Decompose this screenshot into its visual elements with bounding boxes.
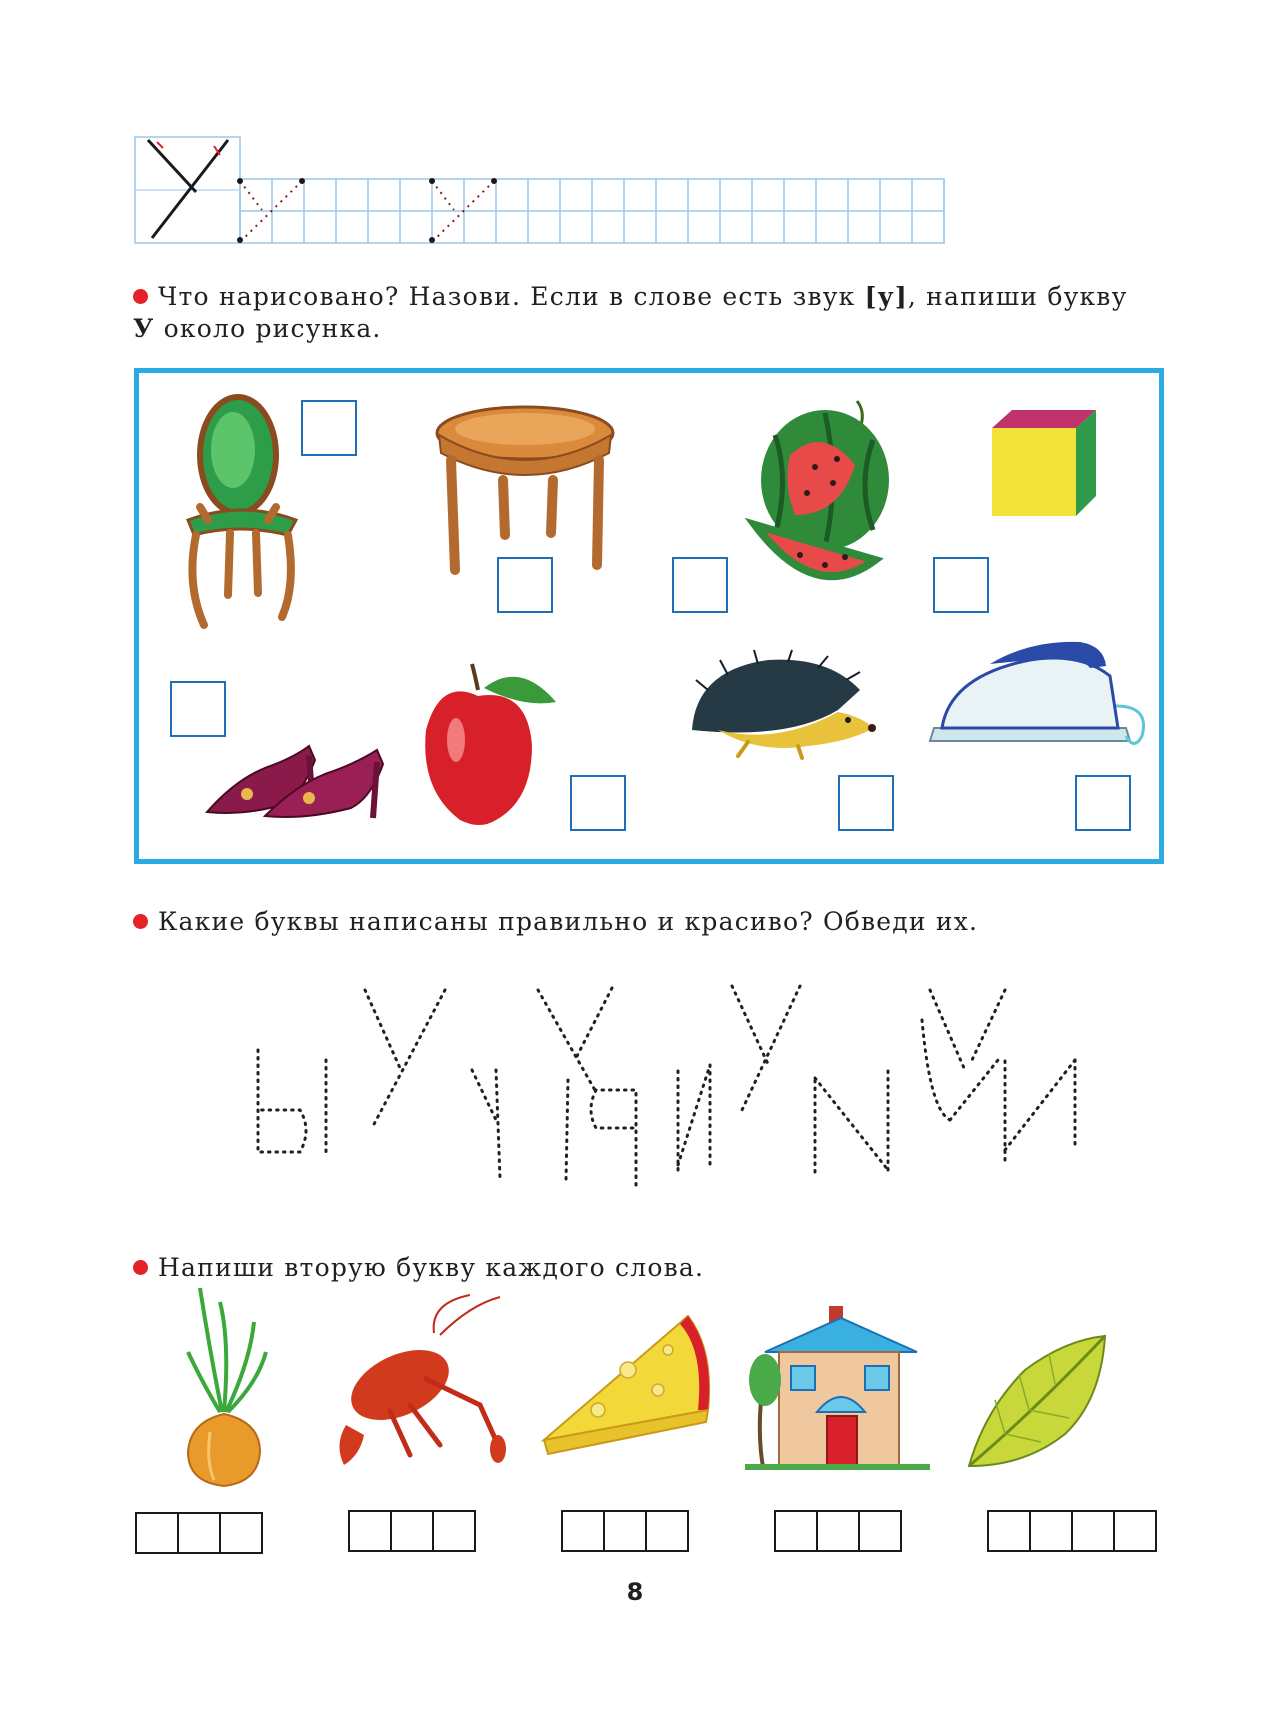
answer-box-apple[interactable] <box>570 775 626 831</box>
letter-cell[interactable] <box>1073 1512 1115 1550</box>
answer-box-iron[interactable] <box>1075 775 1131 831</box>
iron-icon <box>920 636 1145 751</box>
house-icon <box>745 1300 930 1475</box>
letter-cell[interactable] <box>605 1512 647 1550</box>
answer-box-chair[interactable] <box>301 400 357 456</box>
letter-cell[interactable] <box>563 1512 605 1550</box>
dotted-letter-u-inverted <box>472 1070 500 1178</box>
answer-box-watermelon[interactable] <box>672 557 728 613</box>
letter-cell[interactable] <box>989 1512 1031 1550</box>
onion-icon <box>180 1282 270 1492</box>
dotted-letter-u-b <box>538 988 612 1092</box>
dotted-letters-exercise[interactable] <box>0 960 1270 1200</box>
letter-cell[interactable] <box>1031 1512 1073 1550</box>
practice-grid <box>0 0 1270 260</box>
apple-icon <box>420 660 565 835</box>
letter-cells-house[interactable] <box>774 1510 902 1552</box>
letter-cell[interactable] <box>137 1514 179 1552</box>
dotted-letter-i-mirrored <box>815 1070 888 1172</box>
letter-cell[interactable] <box>434 1512 474 1550</box>
cube-icon <box>988 408 1103 518</box>
watermelon-icon <box>745 395 895 605</box>
dotted-letter-u-c <box>732 986 800 1110</box>
task3-instruction: Напиши вторую букву каждого слова. <box>133 1252 1165 1284</box>
dotted-letter-u-d <box>930 990 1005 1068</box>
hedgehog-icon <box>688 650 878 760</box>
leaf-icon <box>965 1330 1115 1470</box>
table-icon <box>433 405 618 580</box>
bullet-icon <box>133 914 148 929</box>
letter-cell[interactable] <box>221 1514 261 1552</box>
answer-box-table[interactable] <box>497 557 553 613</box>
letter-cell[interactable] <box>179 1514 221 1552</box>
chair-icon <box>178 395 308 630</box>
letter-cells-leaf[interactable] <box>987 1510 1157 1552</box>
letter-cell[interactable] <box>818 1512 860 1550</box>
dotted-letter-v-like <box>922 1020 998 1120</box>
letter-cell[interactable] <box>776 1512 818 1550</box>
sample-letter-u <box>148 140 228 238</box>
letter-cell[interactable] <box>1115 1512 1155 1550</box>
task1-instruction: Что нарисовано? Назови. Если в слове есть звук [у], напиши букву У около рисунка. <box>133 282 1128 343</box>
dotted-letter-i-2 <box>1005 1060 1075 1160</box>
dotted-letter-yery-inverted <box>566 1080 636 1185</box>
letter-cells-onion[interactable] <box>135 1512 263 1554</box>
letter-cell[interactable] <box>860 1512 900 1550</box>
letter-cells-crayfish[interactable] <box>348 1510 476 1552</box>
cheese-icon <box>538 1310 713 1470</box>
letter-cells-cheese[interactable] <box>561 1510 689 1552</box>
letter-cell[interactable] <box>350 1512 392 1550</box>
task2-instruction: Какие буквы написаны правильно и красиво? Обведи их. <box>133 906 1165 938</box>
letter-cell[interactable] <box>647 1512 687 1550</box>
page-number: 8 <box>626 1578 644 1606</box>
dotted-letter-u-a <box>365 990 445 1128</box>
shoes-icon <box>205 720 395 820</box>
crayfish-icon <box>330 1295 505 1470</box>
dotted-letter-yery-1 <box>258 1050 326 1155</box>
answer-box-cube[interactable] <box>933 557 989 613</box>
letter-cell[interactable] <box>392 1512 434 1550</box>
bullet-icon <box>133 1260 148 1275</box>
bullet-icon <box>133 289 148 304</box>
dotted-letter-i-1 <box>678 1065 710 1170</box>
answer-box-hedgehog[interactable] <box>838 775 894 831</box>
